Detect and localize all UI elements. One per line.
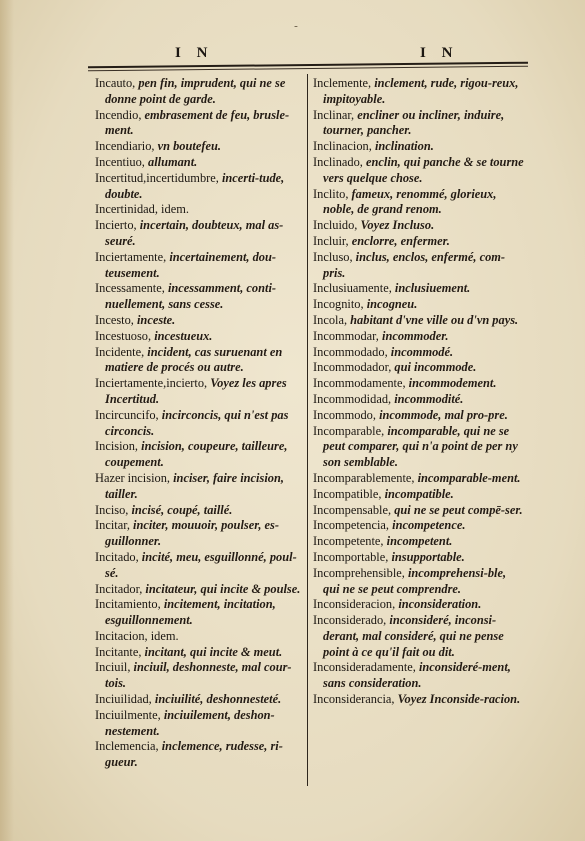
dictionary-entry bbox=[95, 550, 303, 582]
dictionary-entry bbox=[95, 692, 303, 708]
entry-headword: Incertitud,incertidumbre, bbox=[95, 170, 222, 185]
entry-headword: Inclemente, bbox=[313, 76, 375, 90]
entry-definition: incomparable, qui ne se peut comparer, qui n'a point de per ny son semblable. bbox=[323, 423, 518, 470]
dictionary-entry bbox=[313, 155, 525, 187]
dictionary-entry bbox=[313, 424, 525, 471]
entry-headword: Incitante, bbox=[95, 644, 145, 659]
dictionary-entry bbox=[95, 597, 303, 629]
entry-headword: Incentiuo, bbox=[95, 154, 148, 169]
entry-headword: Incircuncifo, bbox=[95, 407, 162, 422]
entry-headword: Incluido, bbox=[313, 218, 361, 233]
dictionary-entry bbox=[95, 250, 303, 282]
entry-headword: Inciuilmente, bbox=[95, 707, 164, 722]
entry-headword: Incidente, bbox=[95, 344, 148, 359]
page-edge-shadow bbox=[0, 0, 14, 841]
entry-definition: incitateur, qui incite & poulse. bbox=[145, 581, 301, 596]
entry-headword: Inclito, bbox=[313, 186, 352, 201]
dictionary-entry bbox=[313, 597, 525, 613]
entry-definition: enclin, qui panche & se tourne vers quelque chose. bbox=[323, 154, 524, 185]
entry-definition: incomprehensi-ble, qui ne se peut comprendre. bbox=[323, 565, 507, 596]
entry-definition: incestueux. bbox=[154, 328, 213, 343]
dictionary-entry bbox=[95, 139, 303, 155]
dictionary-entry bbox=[95, 439, 303, 471]
entry-definition: qui ne se peut compē-ser. bbox=[394, 502, 523, 517]
right-column bbox=[313, 76, 525, 708]
dictionary-entry bbox=[313, 329, 525, 345]
entry-definition: fameux, renommé, glorieux, noble, de grand renom. bbox=[323, 186, 497, 217]
dictionary-entry bbox=[313, 613, 525, 660]
dictionary-entry bbox=[95, 345, 303, 377]
entry-definition: incident, cas suruenant en matiere de procés ou autre. bbox=[105, 344, 283, 375]
entry-headword: Incomportable, bbox=[313, 549, 392, 564]
dictionary-entry bbox=[95, 202, 303, 218]
entry-definition: incogneu. bbox=[366, 297, 418, 312]
dictionary-entry bbox=[95, 218, 303, 250]
entry-headword: Incitamiento, bbox=[95, 597, 164, 612]
entry-definition: Voyez Incluso. bbox=[360, 218, 435, 233]
dictionary-entry bbox=[95, 582, 303, 598]
dictionary-entry bbox=[313, 234, 525, 250]
entry-headword: Inclinar, bbox=[313, 107, 358, 122]
entry-definition: incertainement, dou-teusement. bbox=[105, 249, 277, 280]
entry-headword: Incitacion, idem. bbox=[95, 628, 179, 643]
entry-headword: Incomparablemente, bbox=[313, 470, 418, 485]
entry-headword: Incendiario, bbox=[95, 139, 158, 154]
entry-definition: incerti-tude, doubte. bbox=[105, 170, 285, 201]
dictionary-entry bbox=[95, 281, 303, 313]
dictionary-entry bbox=[95, 645, 303, 661]
entry-headword: Incitar, bbox=[95, 518, 134, 533]
entry-headword: Inciertamente, bbox=[95, 249, 170, 264]
entry-headword: Incendio, bbox=[95, 107, 145, 122]
entry-definition: encliner ou incliner, induire, tourner, pancher. bbox=[323, 107, 505, 138]
entry-definition: qui incommode. bbox=[394, 360, 477, 375]
entry-headword: Inconsiderancia, bbox=[313, 692, 398, 707]
entry-headword: Inconsideradamente, bbox=[313, 660, 419, 675]
dictionary-entry bbox=[95, 471, 303, 503]
entry-headword: Incognito, bbox=[313, 297, 367, 312]
entry-definition: vn boutefeu. bbox=[157, 139, 221, 154]
dictionary-entry bbox=[313, 250, 525, 282]
dictionary-entry bbox=[313, 345, 525, 361]
dictionary-entry bbox=[313, 660, 525, 692]
dictionary-entry bbox=[95, 313, 303, 329]
running-header-left: I N bbox=[175, 45, 214, 61]
entry-definition: inciter, mouuoir, poulser, es-guillonner. bbox=[105, 518, 279, 549]
entry-headword: Inclusiuamente, bbox=[313, 281, 395, 296]
entry-headword: Inciuilidad, bbox=[95, 692, 155, 707]
entry-definition: incommodé. bbox=[390, 344, 454, 359]
entry-definition: inclination. bbox=[374, 139, 434, 154]
entry-headword: Incitador, bbox=[95, 581, 146, 596]
entry-headword: Incision, bbox=[95, 439, 142, 454]
entry-definition: incessamment, conti-nuellement, sans cesse. bbox=[105, 281, 277, 312]
dictionary-entry bbox=[313, 360, 525, 376]
entry-headword: Inciertamente,incierto, bbox=[95, 376, 211, 391]
entry-headword: Incommodamente, bbox=[313, 376, 409, 391]
entry-definition: inciuilité, deshonnesteté. bbox=[154, 692, 282, 707]
entry-headword: Inclinacion, bbox=[313, 139, 375, 154]
entry-headword: Incitado, bbox=[95, 549, 142, 564]
entry-definition: inconsideration. bbox=[398, 597, 482, 612]
entry-definition: incommoder. bbox=[382, 328, 449, 343]
entry-definition: inconsideré, inconsi-derant, mal consideré, qui ne pense point à ce qu'il fait ou dit. bbox=[323, 613, 504, 659]
entry-definition: incision, coupeure, tailleure, coupement. bbox=[105, 439, 288, 470]
entry-definition: inconsideré-ment, sans consideration. bbox=[323, 660, 511, 691]
dictionary-entry bbox=[95, 108, 303, 140]
entry-definition: incommodité. bbox=[394, 391, 464, 406]
entry-definition: inciuil, deshonneste, mal cour-tois. bbox=[105, 660, 292, 691]
dictionary-entry bbox=[95, 518, 303, 550]
entry-headword: Incestuoso, bbox=[95, 328, 155, 343]
dictionary-entry bbox=[313, 566, 525, 598]
column-divider bbox=[307, 74, 308, 786]
dictionary-entry bbox=[95, 155, 303, 171]
dictionary-entry bbox=[313, 471, 525, 487]
dictionary-entry bbox=[313, 297, 525, 313]
entry-definition: inclement, rude, rigou-reux, impitoyable. bbox=[323, 76, 519, 106]
dictionary-entry bbox=[313, 139, 525, 155]
entry-definition: incommode, mal pro-pre. bbox=[379, 407, 508, 422]
entry-headword: Hazer incision, bbox=[95, 470, 174, 485]
entry-definition: inclemence, rudesse, ri-gueur. bbox=[105, 739, 283, 770]
entry-definition: inceste. bbox=[136, 312, 176, 327]
entry-headword: Incessamente, bbox=[95, 281, 168, 296]
dictionary-entry bbox=[313, 408, 525, 424]
dictionary-entry bbox=[95, 503, 303, 519]
dictionary-entry bbox=[95, 629, 303, 645]
entry-definition: incirconcis, qui n'est pas circoncis. bbox=[105, 407, 289, 438]
entry-headword: Incompetencia, bbox=[313, 518, 393, 533]
entry-headword: Incesto, bbox=[95, 312, 137, 327]
entry-headword: Incomparable, bbox=[313, 423, 388, 438]
entry-definition: inclusiuement. bbox=[394, 281, 471, 296]
entry-headword: Inclemencia, bbox=[95, 739, 162, 754]
entry-definition: inciuilement, deshon-nestement. bbox=[105, 707, 275, 738]
dictionary-entry bbox=[313, 376, 525, 392]
entry-headword: Incluir, bbox=[313, 233, 352, 248]
dictionary-entry bbox=[313, 550, 525, 566]
entry-definition: inclus, enclos, enfermé, com-pris. bbox=[323, 249, 506, 280]
entry-definition: incomparable-ment. bbox=[417, 470, 521, 485]
entry-headword: Incierto, bbox=[95, 218, 140, 233]
dictionary-entry bbox=[95, 329, 303, 345]
entry-headword: Incommodado, bbox=[313, 344, 391, 359]
dictionary-entry bbox=[95, 76, 303, 108]
dictionary-entry bbox=[313, 518, 525, 534]
dictionary-entry bbox=[95, 739, 303, 771]
dictionary-entry bbox=[95, 376, 303, 408]
dictionary-entry bbox=[95, 708, 303, 740]
entry-definition: incisé, coupé, taillé. bbox=[131, 502, 233, 517]
dictionary-entry bbox=[313, 281, 525, 297]
dictionary-entry bbox=[95, 171, 303, 203]
running-header-right: I N bbox=[420, 45, 459, 61]
page-top-mark: - bbox=[294, 20, 298, 32]
entry-definition: allumant. bbox=[148, 154, 198, 169]
entry-definition: inciser, faire incision, tailler. bbox=[105, 470, 284, 501]
entry-headword: Incommodo, bbox=[313, 407, 380, 422]
entry-headword: Inclinado, bbox=[313, 154, 366, 169]
entry-definition: enclorre, enfermer. bbox=[351, 233, 450, 248]
dictionary-entry bbox=[313, 534, 525, 550]
entry-definition: incommodement. bbox=[408, 376, 497, 391]
entry-definition: embrasement de feu, brusle-ment. bbox=[105, 107, 290, 138]
entry-headword: Incompetente, bbox=[313, 534, 387, 549]
entry-headword: Incluso, bbox=[313, 249, 356, 264]
dictionary-entry bbox=[313, 108, 525, 140]
entry-headword: Inconsiderado, bbox=[313, 613, 390, 628]
entry-definition: pen fin, imprudent, qui ne se donne point de garde. bbox=[105, 76, 286, 106]
entry-definition: Voyez Inconside-racion. bbox=[397, 692, 521, 707]
dictionary-entry bbox=[313, 392, 525, 408]
entry-headword: Incauto, bbox=[95, 76, 139, 90]
entry-headword: Incommodidad, bbox=[313, 391, 395, 406]
entry-definition: incompetent. bbox=[386, 534, 453, 549]
dictionary-entry bbox=[95, 408, 303, 440]
entry-definition: habitant d'vne ville ou d'vn pays. bbox=[350, 312, 519, 327]
entry-headword: Incola, bbox=[313, 312, 351, 327]
entry-definition: incompetence. bbox=[392, 518, 466, 533]
entry-headword: Incommodador, bbox=[313, 360, 395, 375]
dictionary-entry bbox=[313, 503, 525, 519]
dictionary-entry bbox=[313, 187, 525, 219]
entry-headword: Inciso, bbox=[95, 502, 132, 517]
entry-headword: Inconsideracion, bbox=[313, 597, 399, 612]
entry-headword: Incertinidad, idem. bbox=[95, 202, 189, 217]
entry-headword: Inciuil, bbox=[95, 660, 134, 675]
entry-headword: Incommodar, bbox=[313, 328, 383, 343]
dictionary-entry bbox=[95, 660, 303, 692]
entry-definition: incitant, qui incite & meut. bbox=[144, 644, 283, 659]
entry-headword: Incomprehensible, bbox=[313, 565, 408, 580]
dictionary-entry bbox=[313, 76, 525, 108]
dictionary-entry bbox=[313, 692, 525, 708]
dictionary-entry bbox=[313, 313, 525, 329]
entry-headword: Incompensable, bbox=[313, 502, 395, 517]
entry-headword: Incompatible, bbox=[313, 486, 385, 501]
left-column bbox=[95, 76, 303, 771]
entry-definition: incité, meu, esguillonné, poul-sé. bbox=[105, 549, 297, 580]
dictionary-entry bbox=[313, 218, 525, 234]
entry-definition: incertain, doubteux, mal as-seuré. bbox=[105, 218, 284, 248]
entry-definition: insupportable. bbox=[391, 549, 465, 564]
dictionary-entry bbox=[313, 487, 525, 503]
entry-definition: Voyez les apres Incertitud. bbox=[105, 376, 287, 406]
entry-definition: incitement, incitation, esguillonnement. bbox=[105, 597, 276, 628]
entry-definition: incompatible. bbox=[384, 486, 454, 501]
